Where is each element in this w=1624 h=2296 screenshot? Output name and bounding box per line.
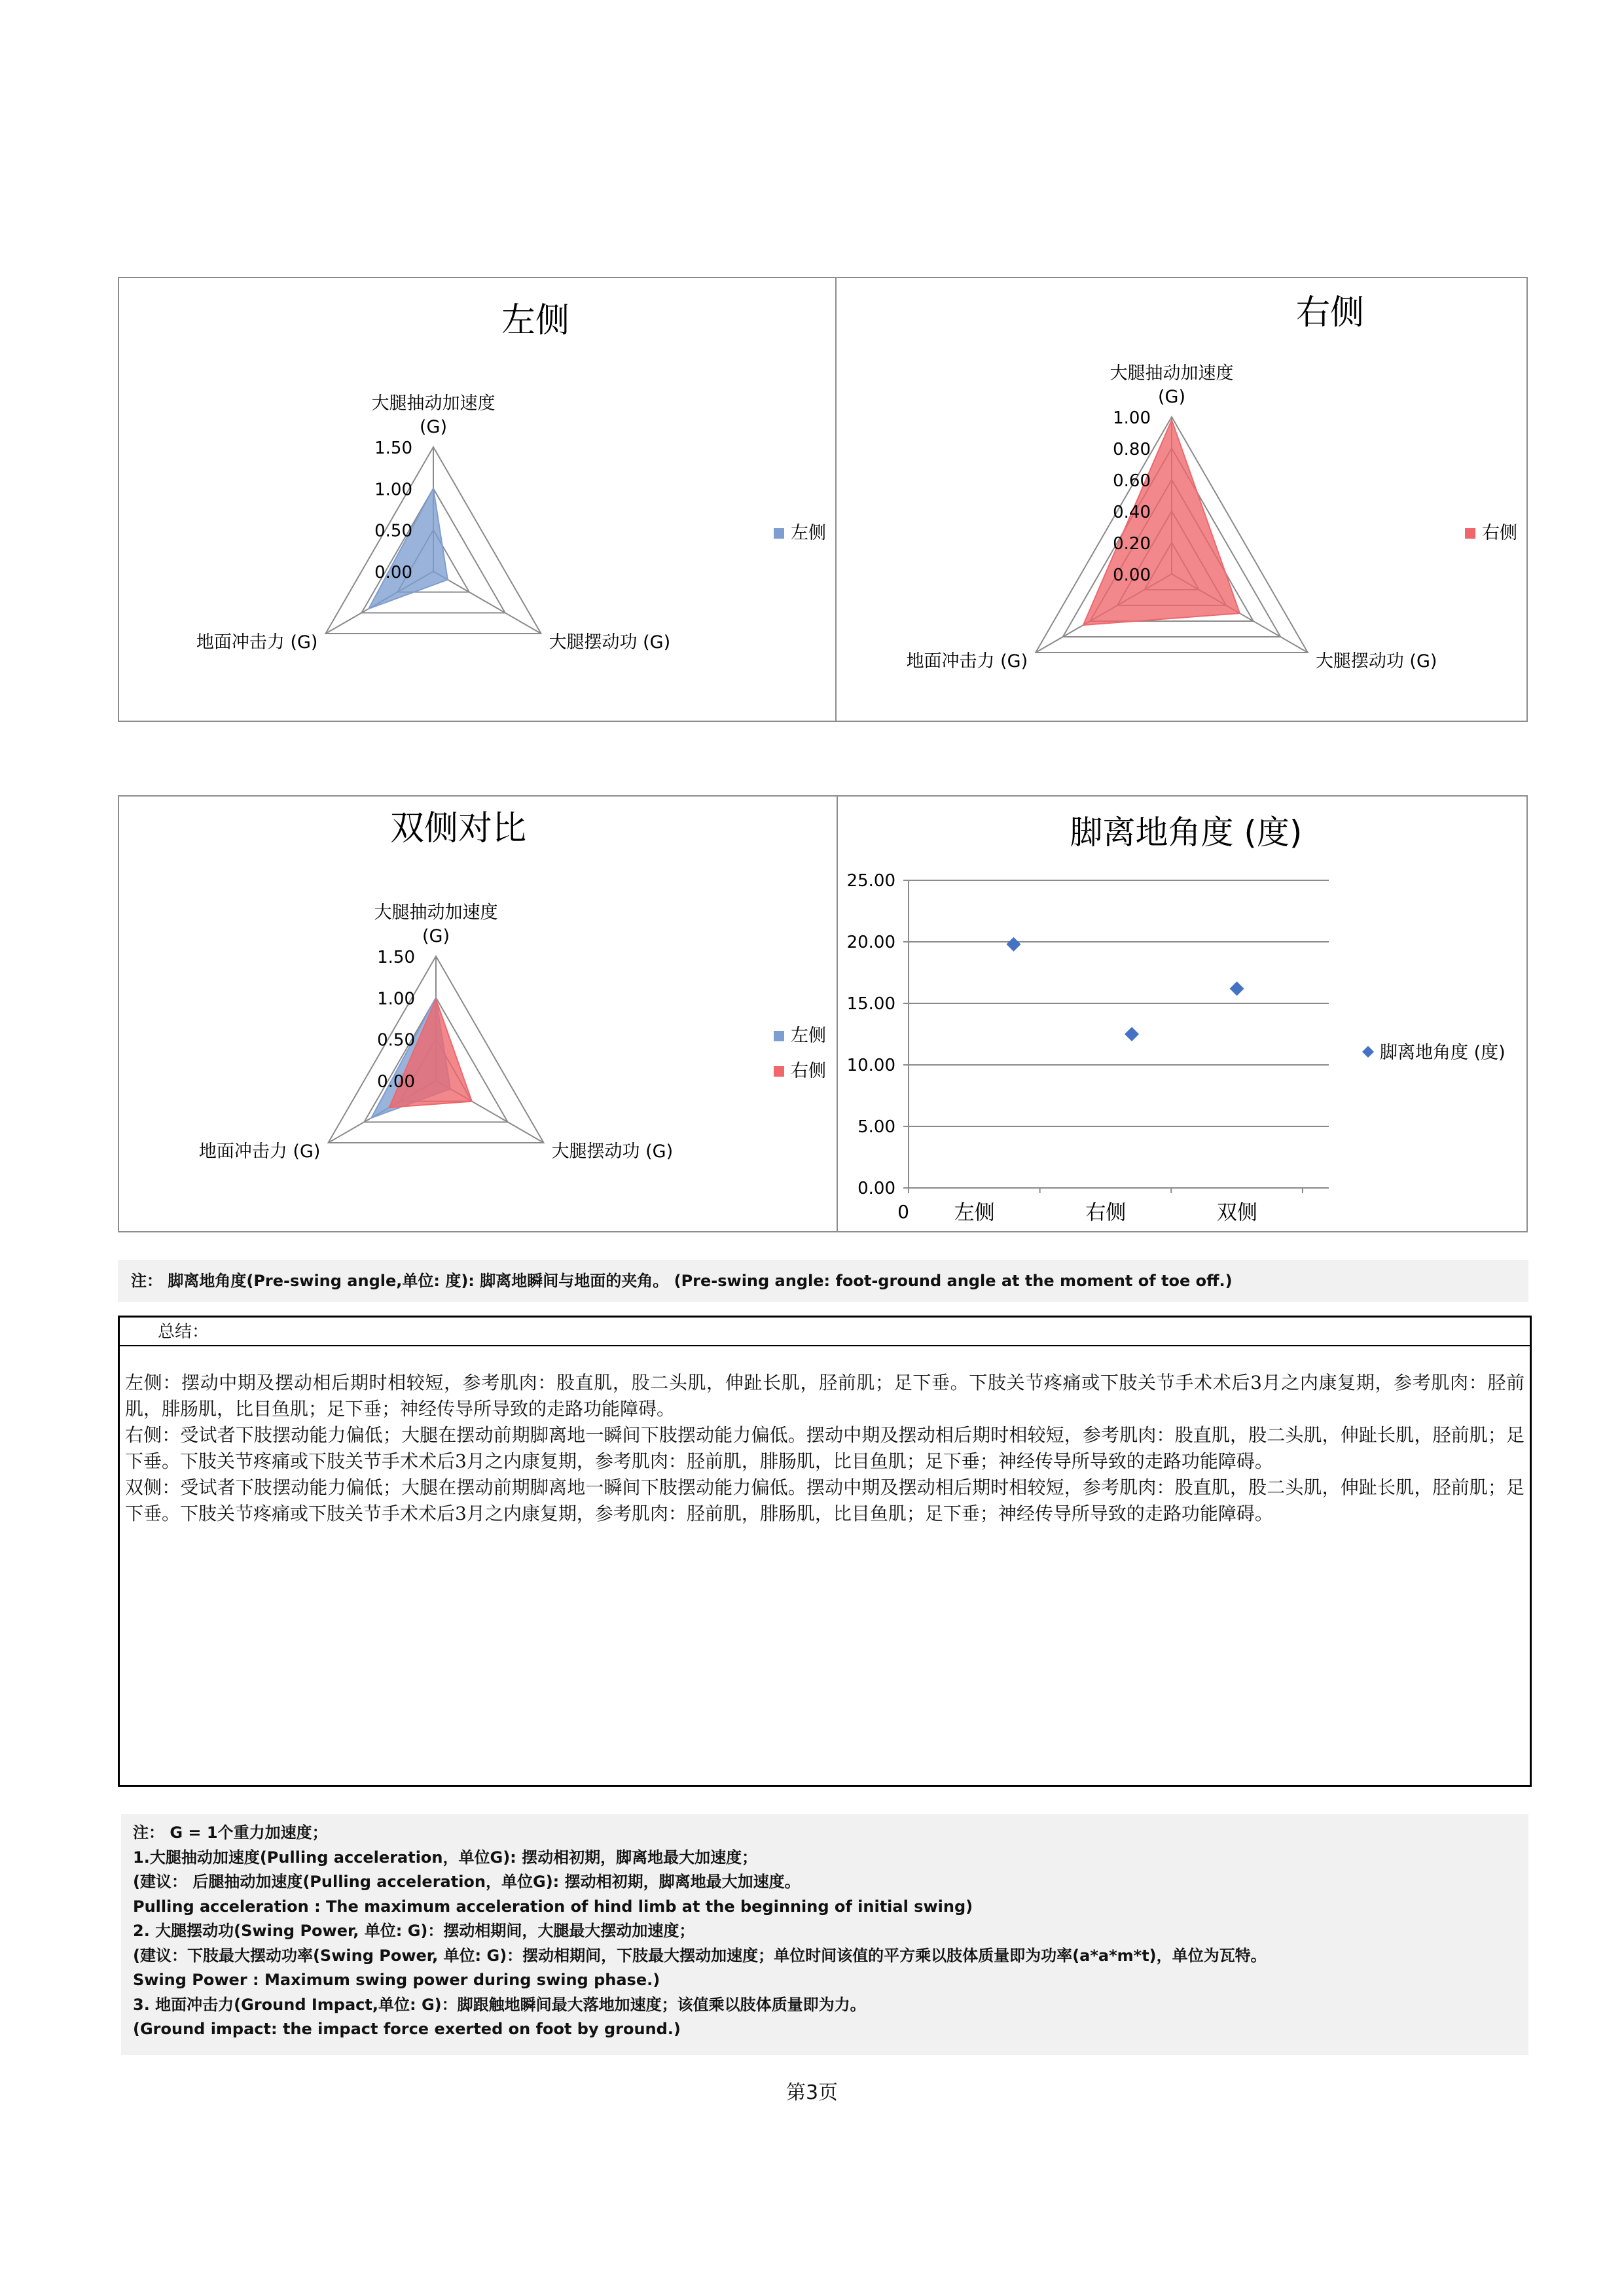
legend-swatch (774, 1031, 784, 1041)
data-point-diamond (1125, 1027, 1139, 1041)
angle-note (118, 1260, 1528, 1302)
radar-axis-unit-top: (G) (420, 417, 447, 437)
radar-axis-label-top: 大腿抽动加速度 (1110, 363, 1234, 384)
x-tick-label: 双侧 (1216, 1201, 1257, 1225)
legend-label: 右侧 (791, 1061, 826, 1081)
legend-label: 脚离地角度 (度) (1380, 1043, 1506, 1063)
radar-tick-label: 1.50 (374, 439, 412, 458)
radar-axis-unit-top: (G) (422, 926, 450, 946)
y-tick-label: 5.00 (857, 1117, 895, 1137)
radar-axis-unit-top: (G) (1158, 387, 1185, 407)
summary-right: 右侧：受试者下肢摆动能力偏低；大腿在摆动前期脚离地一瞬间下肢摆动能力偏低。摆动中期及摆动相后期时相较短，参考肌肉：股直肌，股二头肌，伸趾长肌，胫前肌；足下垂。下肢关节疼痛或下肢关节手术术后3月之内康复期，参考肌肉：胫前肌，腓肠肌，比目鱼肌；足下垂；神经传导所导致的走路功能障碍。 (125, 1424, 1525, 1472)
chart-title: 右侧 (1295, 293, 1365, 332)
radar-tick-label: 1.00 (1113, 408, 1151, 428)
footnote-line: 3. 地面冲击力(Ground Impact,单位: G)：脚跟触地瞬间最大落地加速度；该值乘以肢体质量即为力。 (133, 1995, 866, 2014)
radar-axis-label-right: 大腿摆动功 (G) (551, 1141, 674, 1162)
legend-swatch (774, 528, 784, 539)
x-tick-label: 左侧 (954, 1201, 995, 1225)
radar-tick-label: 0.40 (1113, 503, 1151, 522)
chart-panel-angle (837, 795, 1528, 1232)
radar-tick-label: 0.50 (377, 1030, 415, 1050)
radar-axis-label-left: 地面冲击力 (G) (198, 1141, 321, 1162)
y-tick-label: 10.00 (846, 1056, 895, 1075)
scatter-chart-angle (838, 797, 1528, 1232)
chart-title: 左侧 (501, 301, 570, 340)
radar-chart-right (837, 278, 1528, 722)
legend-label: 左侧 (791, 523, 826, 543)
summary-both: 双侧：受试者下肢摆动能力偏低；大腿在摆动前期脚离地一瞬间下肢摆动能力偏低。摆动中期及摆动相后期时相较短，参考肌肉：股直肌，股二头肌，伸趾长肌，胫前肌；足下垂。下肢关节疼痛或下肢关节手术术后3月之内康复期，参考肌肉：胫前肌，腓肠肌，比目鱼肌；足下垂；神经传导所导致的走路功能障碍。 (125, 1477, 1525, 1524)
legend-swatch (774, 1066, 784, 1077)
summary-body (125, 1370, 1525, 1527)
radar-chart-both (119, 797, 838, 1232)
footnote-line: (建议：下肢最大摆动功率(Swing Power, 单位: G)：摆动相期间，下肢最大摆动加速度；单位时间该值的平方乘以肢体质量即为功率(a*a*m*t)，单位为瓦特。 (133, 1946, 1267, 1965)
y-tick-label: 20.00 (846, 933, 895, 952)
chart-panel-right (835, 277, 1528, 722)
legend-label: 左侧 (791, 1026, 826, 1046)
footnote-line: Pulling acceleration : The maximum acceleration of hind limb at the beginning of initial swing) (133, 1897, 973, 1916)
summary-left: 左侧：摆动中期及摆动相后期时相较短，参考肌肉：股直肌，股二头肌，伸趾长肌，胫前肌；足下垂。下肢关节疼痛或下肢关节手术术后3月之内康复期，参考肌肉：胫前肌，腓肠肌，比目鱼肌；足下垂；神经传导所导致的走路功能障碍。 (125, 1372, 1525, 1420)
radar-axis-label-top: 大腿抽动加速度 (371, 393, 496, 414)
chart-panel-both (118, 795, 838, 1232)
footnote-line: (Ground impact: the impact force exerted on foot by ground.) (133, 2020, 681, 2038)
radar-tick-label: 0.80 (1113, 440, 1151, 459)
x-tick-label: 0 (897, 1201, 909, 1223)
chart-title: 脚离地角度 (度) (1070, 814, 1303, 852)
angle-note-text: 注： 脚离地角度(Pre-swing angle,单位: 度): 脚离地瞬间与地面的夹角。 (Pre-swing angle: foot-ground angle at the moment of toe off.) (131, 1272, 1233, 1290)
radar-axis-label-left: 地面冲击力 (G) (196, 632, 318, 653)
radar-axis-label-right: 大腿摆动功 (G) (1315, 651, 1437, 672)
legend-label: 右侧 (1482, 523, 1517, 543)
radar-axis-label-left: 地面冲击力 (G) (906, 651, 1028, 672)
data-point-diamond (1230, 981, 1244, 996)
data-point-diamond (1007, 937, 1021, 952)
footnote-line: (建议： 后腿抽动加速度(Pulling acceleration，单位G): 摆动相初期，脚离地最大加速度。 (133, 1873, 801, 1891)
radar-tick-label: 0.50 (374, 521, 412, 541)
footnote-line: 注： G = 1个重力加速度； (133, 1823, 328, 1842)
chart-title: 双侧对比 (389, 809, 527, 848)
radar-tick-label: 0.00 (1113, 565, 1151, 585)
chart-panel-left (118, 277, 837, 722)
summary-title: 总结： (120, 1318, 1530, 1346)
radar-tick-label: 1.00 (374, 480, 412, 500)
radar-tick-label: 1.00 (377, 989, 415, 1009)
radar-axis-label-right: 大腿摆动功 (G) (549, 632, 671, 653)
radar-tick-label: 0.60 (1113, 471, 1151, 491)
radar-axis-label-top: 大腿抽动加速度 (374, 903, 498, 923)
radar-series-area (1083, 420, 1240, 625)
radar-tick-label: 0.20 (1113, 534, 1151, 554)
footnote-line: Swing Power : Maximum swing power during swing phase.) (133, 1971, 660, 1989)
y-tick-label: 15.00 (846, 994, 895, 1014)
definitions-footnote (121, 1814, 1528, 2055)
radar-tick-label: 0.00 (377, 1072, 415, 1092)
radar-tick-label: 0.00 (374, 563, 412, 583)
footnote-line: 2. 大腿摆动功(Swing Power, 单位: G)：摆动相期间，大腿最大摆动加速度； (133, 1922, 695, 1940)
y-tick-label: 25.00 (846, 871, 895, 891)
footnote-line: 1.大腿抽动加速度(Pulling acceleration，单位G): 摆动相初期，脚离地最大加速度； (133, 1848, 758, 1867)
summary-box (118, 1316, 1532, 1787)
radar-series-area (369, 488, 448, 609)
y-tick-label: 0.00 (857, 1179, 895, 1198)
legend-swatch (1465, 528, 1475, 539)
x-tick-label: 右侧 (1085, 1201, 1127, 1225)
legend-marker (1362, 1046, 1374, 1058)
radar-chart-left (119, 278, 837, 722)
page-number: 第3页 (785, 2081, 839, 2104)
radar-tick-label: 1.50 (377, 948, 415, 967)
